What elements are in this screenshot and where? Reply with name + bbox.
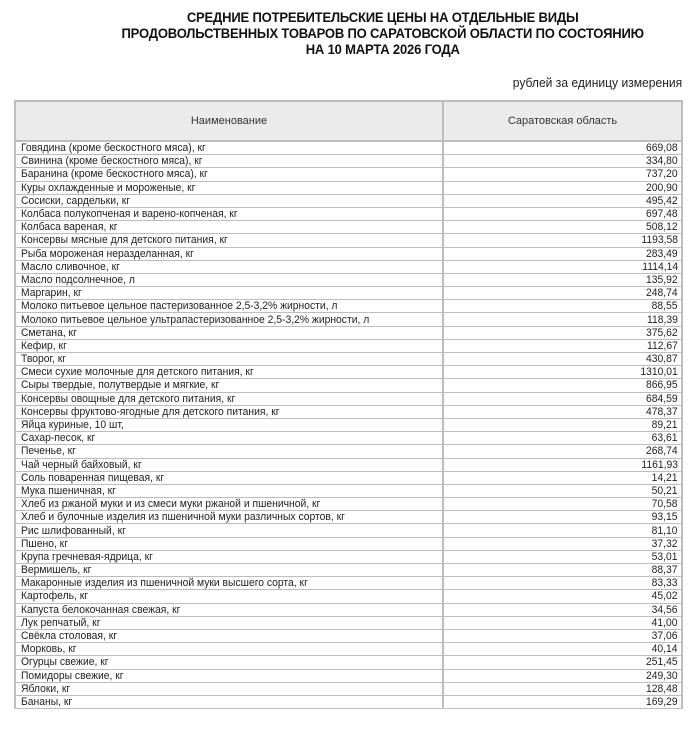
price-value: 45,02 (652, 590, 678, 603)
table-row (15, 484, 682, 497)
price-value: 866,95 (646, 379, 678, 392)
product-name-cell (15, 392, 443, 405)
price-cell (443, 300, 682, 313)
product-name: Консервы мясные для детского питания, кг (21, 234, 228, 247)
price-value: 118,39 (647, 313, 678, 326)
table-row (15, 537, 682, 550)
product-name-cell (15, 537, 443, 550)
price-value: 53,01 (652, 550, 678, 563)
table-row (15, 155, 682, 168)
product-name: Сосиски, сардельки, кг (21, 194, 131, 207)
table-row (15, 629, 682, 642)
price-value: 70,58 (652, 498, 678, 511)
price-value: 669,08 (646, 142, 678, 155)
table-row (15, 445, 682, 458)
product-name: Яйца куриные, 10 шт, (21, 419, 124, 432)
prices-table (14, 100, 683, 709)
product-name-cell (15, 181, 443, 194)
product-name-cell (15, 643, 443, 656)
price-value: 251,45 (646, 656, 678, 669)
product-name-cell (15, 550, 443, 563)
table-row (15, 300, 682, 313)
product-name-cell (15, 484, 443, 497)
product-name: Свинина (кроме бескостного мяса), кг (21, 155, 203, 168)
product-name: Консервы фруктово-ягодные для детского питания, кг (21, 405, 280, 418)
table-row (15, 339, 682, 352)
product-name-cell (15, 339, 443, 352)
price-cell (443, 537, 682, 550)
price-value: 684,59 (646, 392, 678, 405)
price-value: 1310,01 (640, 366, 678, 379)
table-row (15, 168, 682, 181)
product-name: Макаронные изделия из пшеничной муки высшего сорта, кг (21, 577, 308, 590)
table-row (15, 260, 682, 273)
product-name-cell (15, 260, 443, 273)
product-name: Морковь, кг (21, 643, 77, 656)
price-cell (443, 656, 682, 669)
table-row (15, 194, 682, 207)
table-row (15, 643, 682, 656)
price-value: 478,37 (646, 405, 678, 418)
table-row (15, 326, 682, 339)
price-cell (443, 168, 682, 181)
table-row (15, 379, 682, 392)
table-row (15, 458, 682, 471)
price-value: 128,48 (646, 682, 678, 695)
price-cell (443, 524, 682, 537)
product-name: Куры охлажденные и мороженые, кг (21, 181, 196, 194)
product-name-cell (15, 313, 443, 326)
product-name: Сахар-песок, кг (21, 432, 96, 445)
table-row (15, 207, 682, 220)
price-value: 89,21 (652, 419, 678, 432)
price-cell (443, 353, 682, 366)
column-header-region (443, 101, 682, 141)
price-cell (443, 471, 682, 484)
price-cell (443, 155, 682, 168)
document-title-line-1: СРЕДНИЕ ПОТРЕБИТЕЛЬСКИЕ ЦЕНЫ НА ОТДЕЛЬНЫЕ ВИДЫ (186, 9, 579, 25)
product-name-cell (15, 234, 443, 247)
price-cell (443, 194, 682, 207)
price-cell (443, 550, 682, 563)
price-cell (443, 564, 682, 577)
product-name-cell (15, 168, 443, 181)
price-cell (443, 432, 682, 445)
price-cell (443, 669, 682, 682)
product-name-cell (15, 471, 443, 484)
price-cell (443, 418, 682, 431)
price-cell (443, 484, 682, 497)
product-name-cell (15, 695, 443, 708)
table-row (15, 287, 682, 300)
product-name: Свёкла столовая, кг (21, 630, 117, 643)
column-header-name-label: Наименование (190, 115, 268, 127)
price-value: 34,56 (652, 603, 678, 616)
table-row (15, 234, 682, 247)
table-row (15, 471, 682, 484)
product-name-cell (15, 405, 443, 418)
price-cell (443, 629, 682, 642)
product-name-cell (15, 300, 443, 313)
product-name: Печенье, кг (21, 445, 76, 458)
price-cell (443, 181, 682, 194)
price-cell (443, 379, 682, 392)
price-cell (443, 590, 682, 603)
product-name: Маргарин, кг (21, 287, 82, 300)
price-cell (443, 207, 682, 220)
table-row (15, 313, 682, 326)
product-name: Хлеб из ржаной муки и из смеси муки ржаной и пшеничной, кг (21, 498, 321, 511)
price-value: 248,74 (646, 287, 678, 300)
product-name: Молоко питьевое цельное ультрапастеризованное 2,5-3,2% жирности, л (21, 313, 370, 326)
price-cell (443, 234, 682, 247)
product-name-cell (15, 445, 443, 458)
product-name: Хлеб и булочные изделия из пшеничной муки различных сортов, кг (21, 511, 345, 524)
table-row (15, 577, 682, 590)
product-name-cell (15, 603, 443, 616)
table-row (15, 418, 682, 431)
product-name-cell (15, 458, 443, 471)
document-title-line-2: ПРОДОВОЛЬСТВЕННЫХ ТОВАРОВ ПО САРАТОВСКОЙ ОБЛАСТИ ПО СОСТОЯНИЮ (121, 25, 644, 41)
price-value: 737,20 (646, 168, 678, 181)
product-name-cell (15, 379, 443, 392)
product-name: Колбаса вареная, кг (21, 221, 118, 234)
table-row (15, 432, 682, 445)
price-value: 169,29 (646, 695, 678, 708)
product-name-cell (15, 326, 443, 339)
price-value: 81,10 (652, 524, 678, 537)
table-row (15, 181, 682, 194)
price-value: 14,21 (652, 471, 678, 484)
product-name: Рис шлифованный, кг (21, 524, 126, 537)
table-row (15, 247, 682, 260)
price-cell (443, 392, 682, 405)
product-name: Сыры твердые, полутвердые и мягкие, кг (21, 379, 220, 392)
product-name: Молоко питьевое цельное пастеризованное 2,5-3,2% жирности, л (21, 300, 338, 313)
product-name-cell (15, 511, 443, 524)
table-body (15, 141, 682, 709)
table-row (15, 511, 682, 524)
table-row (15, 590, 682, 603)
document-title (0, 9, 691, 57)
product-name-cell (15, 524, 443, 537)
price-value: 37,06 (652, 630, 678, 643)
product-name-cell (15, 273, 443, 286)
price-value: 93,15 (652, 511, 678, 524)
price-value: 334,80 (646, 155, 678, 168)
price-cell (443, 273, 682, 286)
table-row (15, 498, 682, 511)
price-cell (443, 498, 682, 511)
price-value: 697,48 (646, 208, 678, 221)
product-name-cell (15, 155, 443, 168)
price-cell (443, 511, 682, 524)
product-name: Яблоки, кг (21, 682, 71, 695)
table-row (15, 141, 682, 155)
product-name: Говядина (кроме бескостного мяса), кг (21, 142, 206, 155)
price-value: 249,30 (646, 669, 678, 682)
table-row (15, 392, 682, 405)
price-cell (443, 577, 682, 590)
price-value: 283,49 (646, 247, 678, 260)
product-name-cell (15, 564, 443, 577)
product-name-cell (15, 141, 443, 155)
table-row (15, 603, 682, 616)
product-name: Консервы овощные для детского питания, кг (21, 392, 236, 405)
price-value: 1161,93 (641, 458, 678, 471)
product-name: Лук репчатый, кг (21, 616, 101, 629)
price-cell (443, 260, 682, 273)
price-cell (443, 445, 682, 458)
product-name-cell (15, 366, 443, 379)
product-name-cell (15, 247, 443, 260)
table-row (15, 221, 682, 234)
product-name: Чай черный байховый, кг (21, 458, 142, 471)
product-name-cell (15, 432, 443, 445)
price-value: 495,42 (646, 194, 678, 207)
product-name: Капуста белокочанная свежая, кг (21, 603, 181, 616)
product-name: Картофель, кг (21, 590, 89, 603)
price-cell (443, 313, 682, 326)
price-value: 1193,58 (641, 234, 678, 247)
price-cell (443, 682, 682, 695)
document-title-line-3: НА 10 МАРТА 2026 ГОДА (305, 41, 460, 57)
price-value: 1114,14 (642, 260, 678, 273)
table-row (15, 616, 682, 629)
price-value: 50,21 (652, 484, 678, 497)
price-cell (443, 326, 682, 339)
product-name: Мука пшеничная, кг (21, 484, 116, 497)
table-row (15, 353, 682, 366)
product-name-cell (15, 498, 443, 511)
product-name-cell (15, 616, 443, 629)
price-value: 508,12 (646, 221, 678, 234)
price-value: 88,55 (652, 300, 678, 313)
product-name: Вермишель, кг (21, 564, 92, 577)
price-value: 40,14 (652, 643, 678, 656)
price-cell (443, 339, 682, 352)
price-value: 430,87 (646, 353, 678, 366)
price-value: 375,62 (646, 326, 678, 339)
price-value: 268,74 (646, 445, 678, 458)
product-name-cell (15, 353, 443, 366)
product-name-cell (15, 207, 443, 220)
product-name: Соль поваренная пищевая, кг (21, 471, 165, 484)
product-name: Творог, кг (21, 353, 67, 366)
table-row (15, 366, 682, 379)
product-name-cell (15, 682, 443, 695)
product-name: Масло подсолнечное, л (21, 273, 135, 286)
price-cell (443, 695, 682, 708)
table-row (15, 682, 682, 695)
product-name: Кефир, кг (21, 339, 67, 352)
product-name: Баранина (кроме бескостного мяса), кг (21, 168, 208, 181)
product-name-cell (15, 669, 443, 682)
product-name-cell (15, 656, 443, 669)
product-name: Масло сливочное, кг (21, 260, 120, 273)
product-name: Сметана, кг (21, 326, 77, 339)
price-cell (443, 405, 682, 418)
product-name: Помидоры свежие, кг (21, 669, 124, 682)
price-value: 200,90 (646, 181, 678, 194)
price-value: 88,37 (652, 564, 678, 577)
price-value: 112,67 (647, 339, 678, 352)
table-row (15, 273, 682, 286)
product-name-cell (15, 577, 443, 590)
table-row (15, 564, 682, 577)
price-value: 135,92 (646, 273, 678, 286)
price-value: 83,33 (652, 577, 678, 590)
product-name: Бананы, кг (21, 695, 73, 708)
table-row (15, 669, 682, 682)
table-row (15, 524, 682, 537)
price-cell (443, 287, 682, 300)
product-name: Пшено, кг (21, 537, 68, 550)
price-value: 37,32 (652, 537, 678, 550)
price-cell (443, 616, 682, 629)
product-name-cell (15, 194, 443, 207)
price-cell (443, 603, 682, 616)
price-cell (443, 366, 682, 379)
product-name: Рыба мороженая неразделанная, кг (21, 247, 194, 260)
column-header-name (15, 101, 443, 141)
product-name: Крупа гречневая-ядрица, кг (21, 550, 153, 563)
product-name: Колбаса полукопченая и варено-копченая, кг (21, 208, 238, 221)
product-name-cell (15, 629, 443, 642)
price-cell (443, 458, 682, 471)
table-row (15, 695, 682, 708)
product-name-cell (15, 418, 443, 431)
price-cell (443, 643, 682, 656)
product-name: Огурцы свежие, кг (21, 656, 109, 669)
column-header-region-label: Саратовская область (507, 115, 618, 127)
product-name-cell (15, 590, 443, 603)
price-cell (443, 247, 682, 260)
table-row (15, 550, 682, 563)
table-header-row (15, 101, 682, 141)
product-name: Смеси сухие молочные для детского питания, кг (21, 366, 254, 379)
price-value: 63,61 (652, 432, 678, 445)
price-cell (443, 221, 682, 234)
table-row (15, 405, 682, 418)
table-row (15, 656, 682, 669)
units-note: рублей за единицу измерения (512, 75, 682, 90)
price-cell (443, 141, 682, 155)
product-name-cell (15, 221, 443, 234)
price-value: 41,00 (652, 616, 678, 629)
product-name-cell (15, 287, 443, 300)
